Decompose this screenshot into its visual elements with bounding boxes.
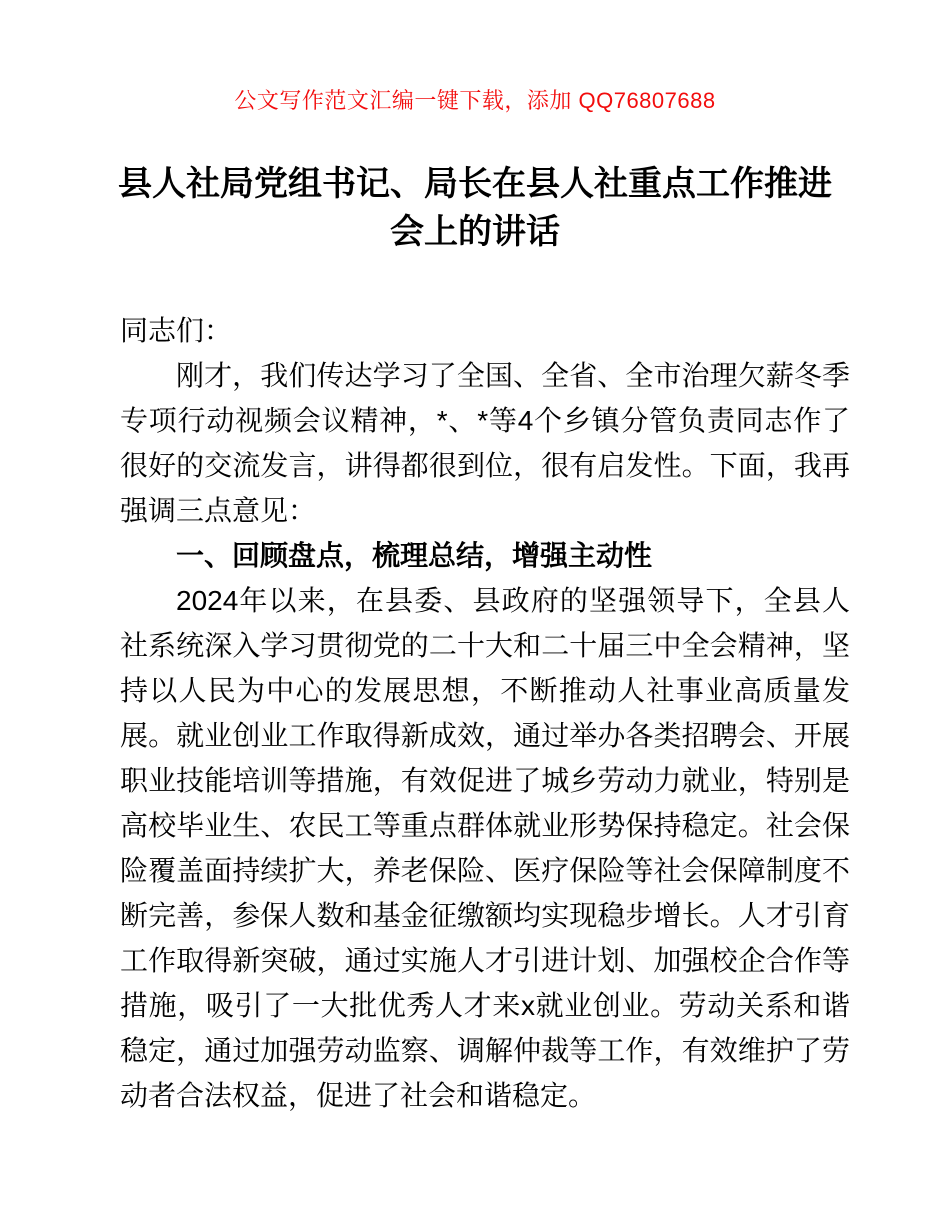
paragraph-intro: 刚才，我们传达学习了全国、全省、全市治理欠薪冬季专项行动视频会议精神，*、*等4个乡镇分管负责同志作了很好的交流发言，讲得都很到位，很有启发性。下面，我再强调三点意见： (120, 360, 850, 526)
document-body (120, 308, 850, 1118)
promo-banner-text: 公文写作范文汇编一键下载，添加 QQ76807688 (234, 88, 716, 113)
document-title: 县人社局党组书记、局长在县人社重点工作推进会上的讲话 (118, 165, 832, 251)
section-heading-1: 一、回顾盘点，梳理总结，增强主动性 (176, 540, 653, 571)
salutation: 同志们： (120, 315, 233, 346)
paragraph-section-1-body: 2024年以来，在县委、县政府的坚强领导下，全县人社系统深入学习贯彻党的二十大和二十届三中全会精神，坚持以人民为中心的发展思想，不断推动人社事业高质量发展。就业创业工作取得新成效，通过举办各类招聘会、开展职业技能培训等措施，有效促进了城乡劳动力就业，特别是高校毕业生、农民工等重点群体就业形势保持稳定。社会保险覆盖面持续扩大，养老保险、医疗保险等社会保障制度不断完善，参保人数和基金征缴额均实现稳步增长。人才引育工作取得新突破，通过实施人才引进计划、加强校企合作等措施，吸引了一大批优秀人才来x就业创业。劳动关系和谐稳定，通过加强劳动监察、调解仲裁等工作，有效维护了劳动者合法权益，促进了社会和谐稳定。 (120, 585, 850, 1111)
